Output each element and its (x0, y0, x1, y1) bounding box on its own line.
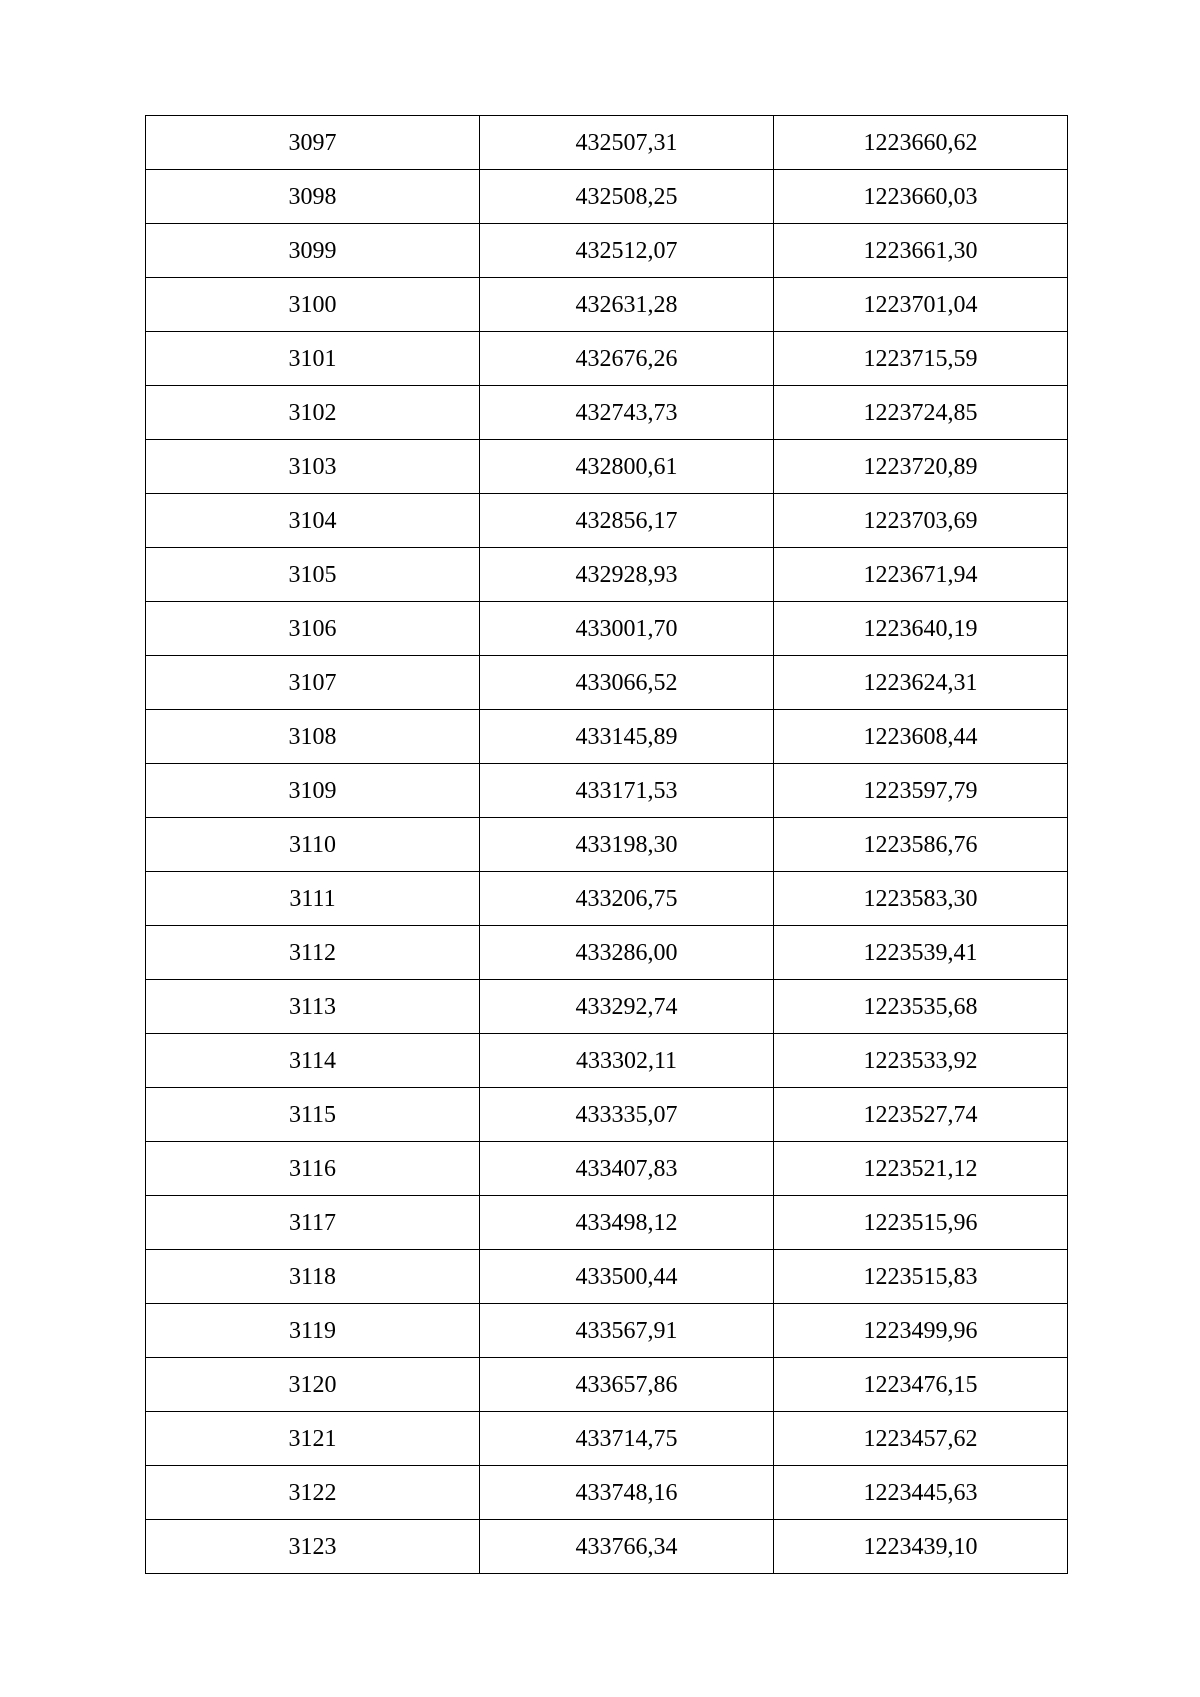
y-coordinate-cell: 1223515,96 (774, 1196, 1068, 1250)
table-row (146, 818, 1068, 872)
point-number-cell: 3118 (146, 1250, 480, 1304)
x-coordinate-cell: 433145,89 (480, 710, 774, 764)
point-number-cell: 3117 (146, 1196, 480, 1250)
table-row (146, 1466, 1068, 1520)
table-row (146, 710, 1068, 764)
x-coordinate-cell: 433407,83 (480, 1142, 774, 1196)
y-coordinate-cell: 1223445,63 (774, 1466, 1068, 1520)
x-coordinate-cell: 433292,74 (480, 980, 774, 1034)
point-number-cell: 3122 (146, 1466, 480, 1520)
point-number-cell: 3115 (146, 1088, 480, 1142)
y-coordinate-cell: 1223660,62 (774, 116, 1068, 170)
table-row (146, 764, 1068, 818)
y-coordinate-cell: 1223608,44 (774, 710, 1068, 764)
coordinates-table-body (146, 116, 1068, 1574)
y-coordinate-cell: 1223597,79 (774, 764, 1068, 818)
table-row (146, 548, 1068, 602)
table-row (146, 1412, 1068, 1466)
y-coordinate-cell: 1223640,19 (774, 602, 1068, 656)
point-number-cell: 3104 (146, 494, 480, 548)
table-row (146, 602, 1068, 656)
point-number-cell: 3120 (146, 1358, 480, 1412)
y-coordinate-cell: 1223661,30 (774, 224, 1068, 278)
y-coordinate-cell: 1223586,76 (774, 818, 1068, 872)
x-coordinate-cell: 432800,61 (480, 440, 774, 494)
x-coordinate-cell: 432508,25 (480, 170, 774, 224)
point-number-cell: 3102 (146, 386, 480, 440)
y-coordinate-cell: 1223539,41 (774, 926, 1068, 980)
point-number-cell: 3111 (146, 872, 480, 926)
table-row (146, 440, 1068, 494)
point-number-cell: 3101 (146, 332, 480, 386)
x-coordinate-cell: 433198,30 (480, 818, 774, 872)
x-coordinate-cell: 432743,73 (480, 386, 774, 440)
point-number-cell: 3103 (146, 440, 480, 494)
y-coordinate-cell: 1223715,59 (774, 332, 1068, 386)
y-coordinate-cell: 1223533,92 (774, 1034, 1068, 1088)
x-coordinate-cell: 433171,53 (480, 764, 774, 818)
y-coordinate-cell: 1223499,96 (774, 1304, 1068, 1358)
table-row (146, 332, 1068, 386)
table-row (146, 980, 1068, 1034)
x-coordinate-cell: 433567,91 (480, 1304, 774, 1358)
table-row (146, 1088, 1068, 1142)
x-coordinate-cell: 432676,26 (480, 332, 774, 386)
coordinates-table (145, 115, 1068, 1574)
y-coordinate-cell: 1223624,31 (774, 656, 1068, 710)
point-number-cell: 3123 (146, 1520, 480, 1574)
table-row (146, 926, 1068, 980)
x-coordinate-cell: 432928,93 (480, 548, 774, 602)
y-coordinate-cell: 1223476,15 (774, 1358, 1068, 1412)
x-coordinate-cell: 433766,34 (480, 1520, 774, 1574)
x-coordinate-cell: 432507,31 (480, 116, 774, 170)
table-row (146, 1142, 1068, 1196)
x-coordinate-cell: 432856,17 (480, 494, 774, 548)
table-row (146, 656, 1068, 710)
point-number-cell: 3107 (146, 656, 480, 710)
y-coordinate-cell: 1223701,04 (774, 278, 1068, 332)
table-row (146, 1520, 1068, 1574)
x-coordinate-cell: 432512,07 (480, 224, 774, 278)
point-number-cell: 3119 (146, 1304, 480, 1358)
point-number-cell: 3112 (146, 926, 480, 980)
table-row (146, 170, 1068, 224)
x-coordinate-cell: 433498,12 (480, 1196, 774, 1250)
x-coordinate-cell: 433302,11 (480, 1034, 774, 1088)
table-row (146, 1034, 1068, 1088)
x-coordinate-cell: 432631,28 (480, 278, 774, 332)
x-coordinate-cell: 433286,00 (480, 926, 774, 980)
y-coordinate-cell: 1223535,68 (774, 980, 1068, 1034)
x-coordinate-cell: 433066,52 (480, 656, 774, 710)
y-coordinate-cell: 1223583,30 (774, 872, 1068, 926)
point-number-cell: 3114 (146, 1034, 480, 1088)
table-row (146, 1250, 1068, 1304)
table-row (146, 224, 1068, 278)
x-coordinate-cell: 433748,16 (480, 1466, 774, 1520)
point-number-cell: 3116 (146, 1142, 480, 1196)
table-row (146, 494, 1068, 548)
x-coordinate-cell: 433001,70 (480, 602, 774, 656)
x-coordinate-cell: 433657,86 (480, 1358, 774, 1412)
y-coordinate-cell: 1223660,03 (774, 170, 1068, 224)
point-number-cell: 3105 (146, 548, 480, 602)
y-coordinate-cell: 1223521,12 (774, 1142, 1068, 1196)
point-number-cell: 3109 (146, 764, 480, 818)
x-coordinate-cell: 433500,44 (480, 1250, 774, 1304)
x-coordinate-cell: 433206,75 (480, 872, 774, 926)
y-coordinate-cell: 1223724,85 (774, 386, 1068, 440)
y-coordinate-cell: 1223720,89 (774, 440, 1068, 494)
table-row (146, 1304, 1068, 1358)
x-coordinate-cell: 433335,07 (480, 1088, 774, 1142)
table-row (146, 1358, 1068, 1412)
point-number-cell: 3098 (146, 170, 480, 224)
x-coordinate-cell: 433714,75 (480, 1412, 774, 1466)
y-coordinate-cell: 1223671,94 (774, 548, 1068, 602)
point-number-cell: 3110 (146, 818, 480, 872)
point-number-cell: 3097 (146, 116, 480, 170)
point-number-cell: 3113 (146, 980, 480, 1034)
point-number-cell: 3121 (146, 1412, 480, 1466)
table-row (146, 116, 1068, 170)
table-row (146, 278, 1068, 332)
table-row (146, 1196, 1068, 1250)
table-row (146, 386, 1068, 440)
y-coordinate-cell: 1223457,62 (774, 1412, 1068, 1466)
y-coordinate-cell: 1223527,74 (774, 1088, 1068, 1142)
point-number-cell: 3106 (146, 602, 480, 656)
point-number-cell: 3100 (146, 278, 480, 332)
point-number-cell: 3099 (146, 224, 480, 278)
y-coordinate-cell: 1223703,69 (774, 494, 1068, 548)
y-coordinate-cell: 1223515,83 (774, 1250, 1068, 1304)
y-coordinate-cell: 1223439,10 (774, 1520, 1068, 1574)
point-number-cell: 3108 (146, 710, 480, 764)
table-row (146, 872, 1068, 926)
